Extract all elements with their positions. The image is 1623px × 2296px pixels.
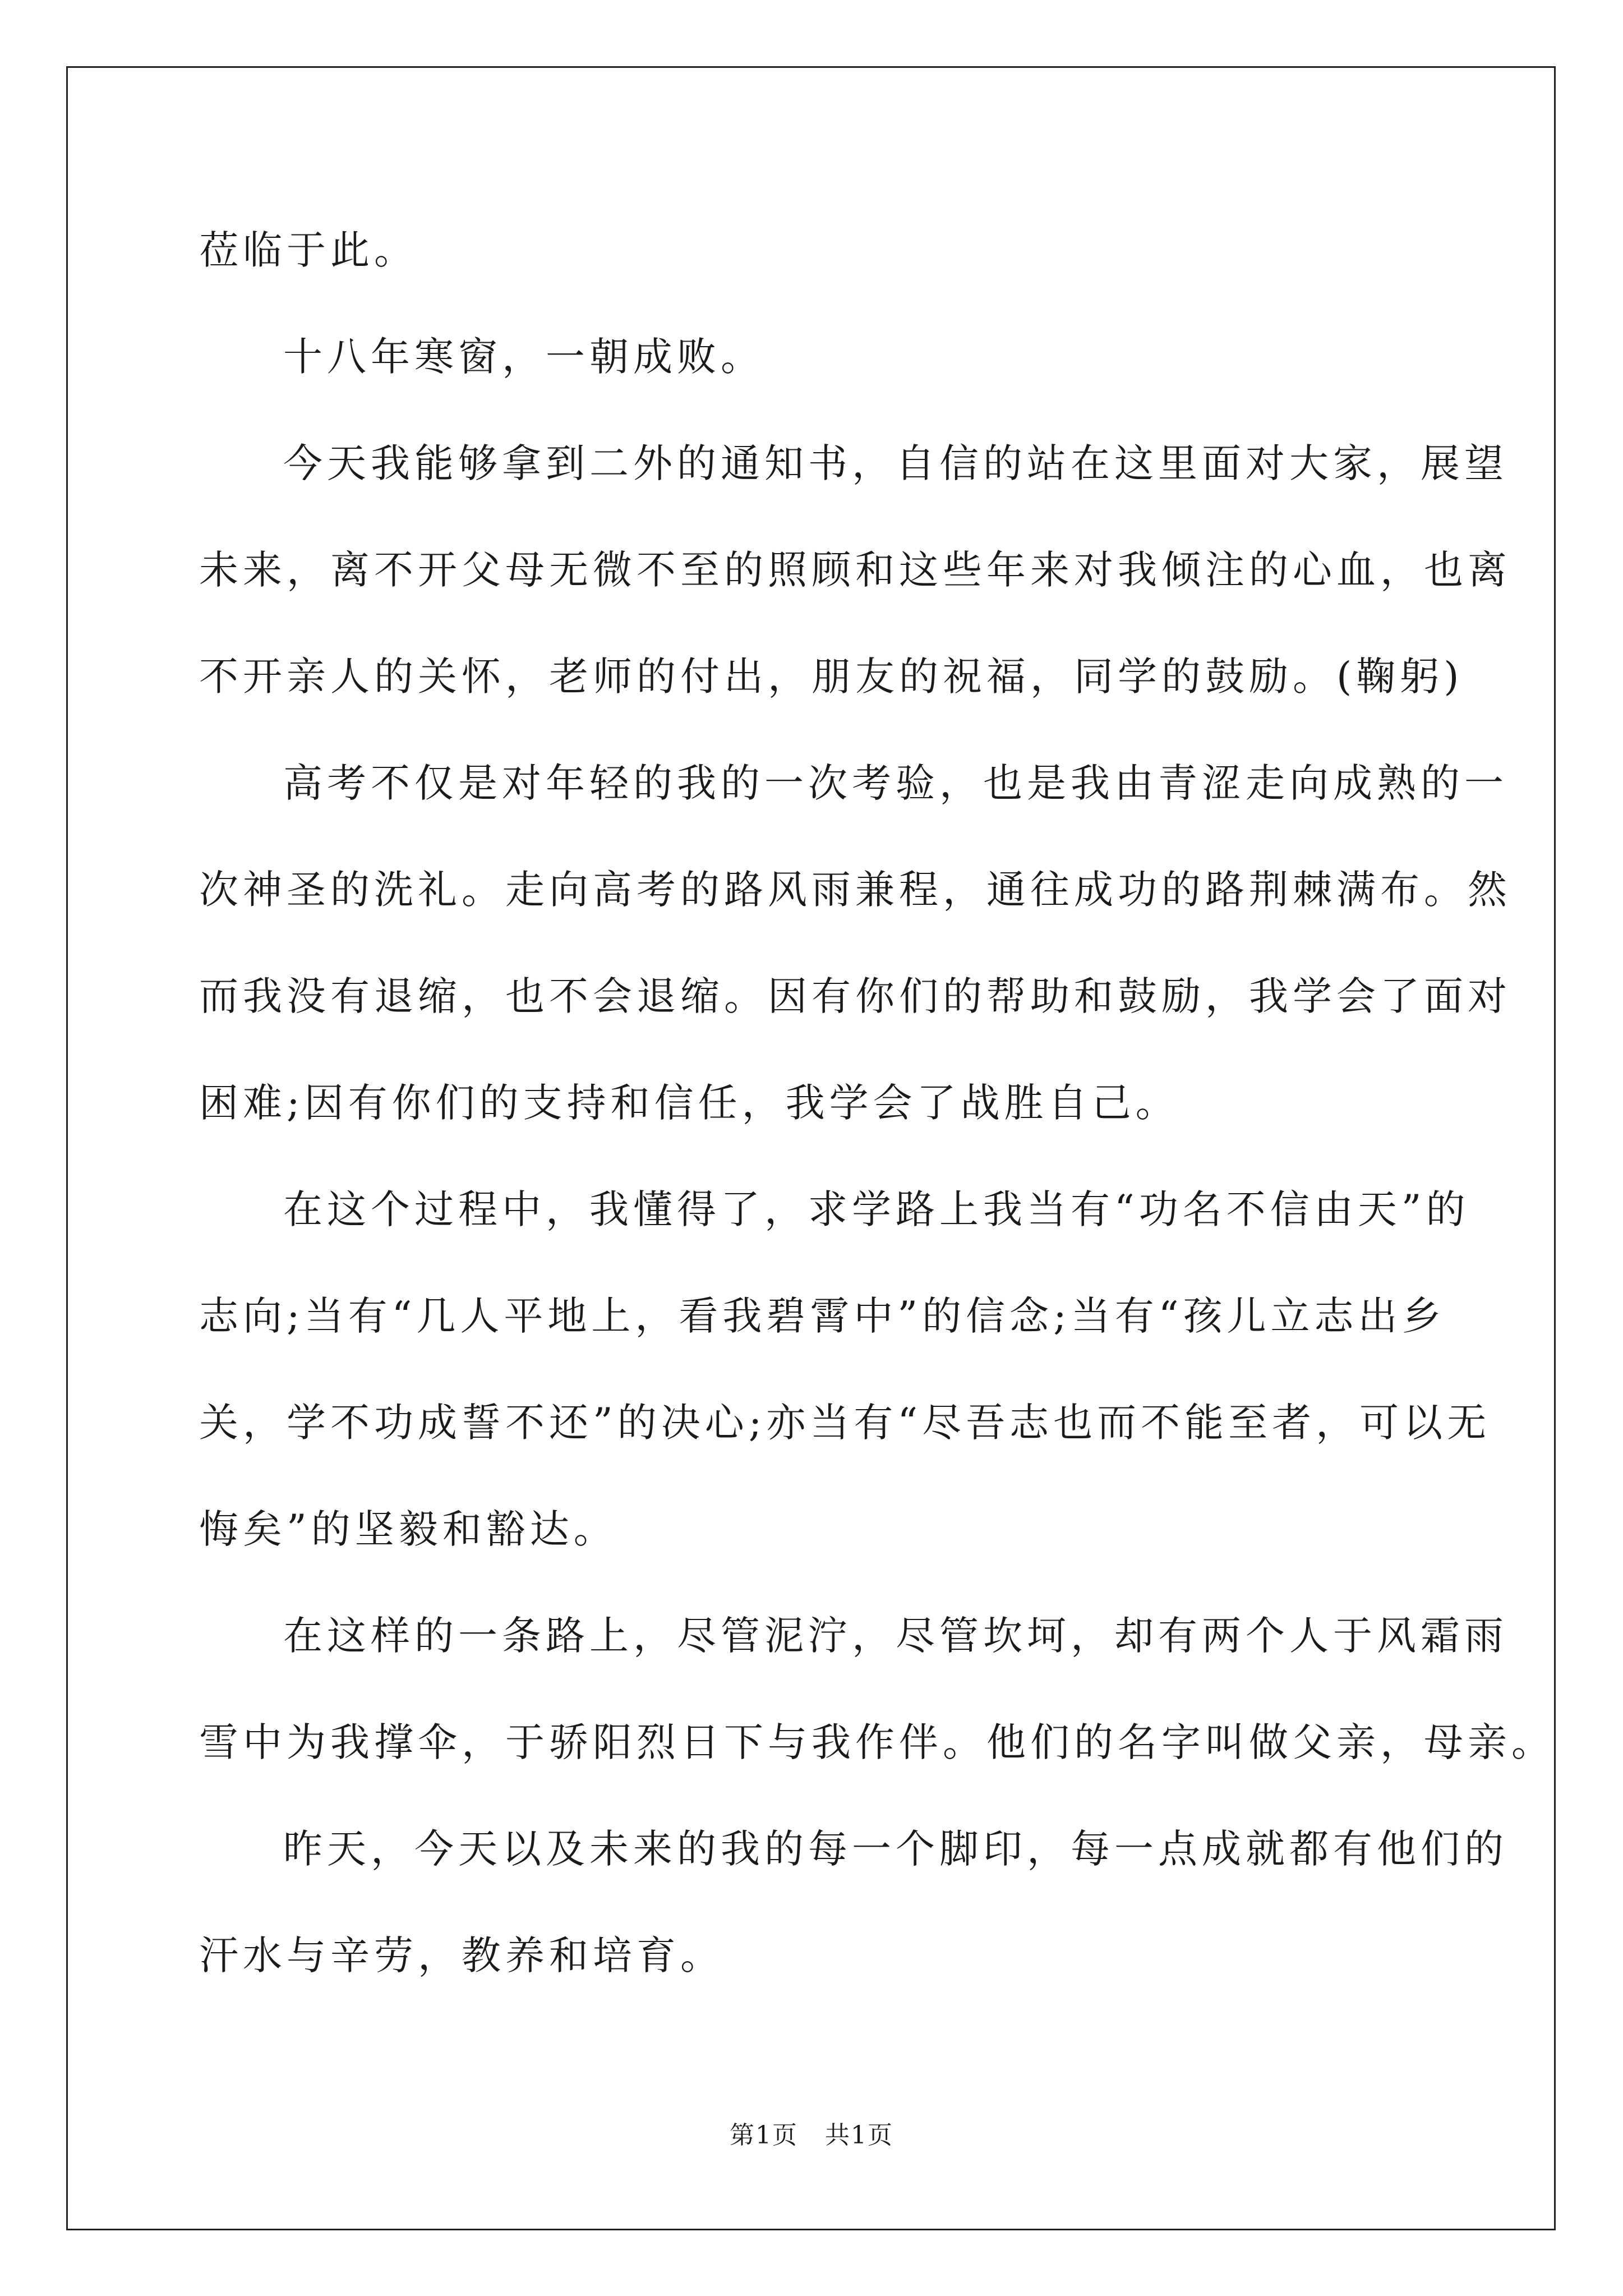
text-line: 雪中为我撑伞，于骄阳烈日下与我作伴。他们的名字叫做父亲，母亲。 <box>199 1719 1555 1765</box>
text-line: 高考不仅是对年轻的我的一次考验，也是我由青涩走向成熟的一 <box>283 760 1508 806</box>
text-line: 困难;因有你们的支持和信任，我学会了战胜自己。 <box>199 1080 1179 1126</box>
document-body <box>199 218 1555 2030</box>
text-line: 昨天，今天以及未来的我的每一个脚印，每一点成就都有他们的 <box>283 1826 1508 1872</box>
text-line: 次神圣的洗礼。走向高考的路风雨兼程，通往成功的路荆棘满布。然 <box>199 867 1511 913</box>
text-line: 悔矣”的坚毅和豁达。 <box>199 1506 617 1552</box>
text-line: 十八年寒窗，一朝成败。 <box>283 334 764 380</box>
text-line: 今天我能够拿到二外的通知书，自信的站在这里面对大家，展望 <box>283 440 1508 486</box>
text-line: 不开亲人的关怀，老师的付出，朋友的祝福，同学的鼓励。(鞠躬) <box>199 654 1464 700</box>
text-line: 关，学不功成誓不还”的决心;亦当有“尽吾志也而不能至者，可以无 <box>199 1400 1491 1446</box>
page-number: 第1页 共1页 <box>730 2121 893 2150</box>
text-line: 在这样的一条路上，尽管泥泞，尽管坎坷，却有两个人于风霜雨 <box>283 1613 1508 1659</box>
text-line: 而我没有退缩，也不会退缩。因有你们的帮助和鼓励，我学会了面对 <box>199 973 1511 1019</box>
text-line: 未来，离不开父母无微不至的照顾和这些年来对我倾注的心血，也离 <box>199 547 1511 593</box>
text-line: 在这个过程中，我懂得了，求学路上我当有“功名不信由天”的 <box>283 1186 1470 1232</box>
text-line: 莅临于此。 <box>199 227 418 273</box>
text-line: 志向;当有“几人平地上，看我碧霄中”的信念;当有“孩儿立志出乡 <box>199 1293 1446 1339</box>
text-line: 汗水与辛劳，教养和培育。 <box>199 1932 724 1978</box>
